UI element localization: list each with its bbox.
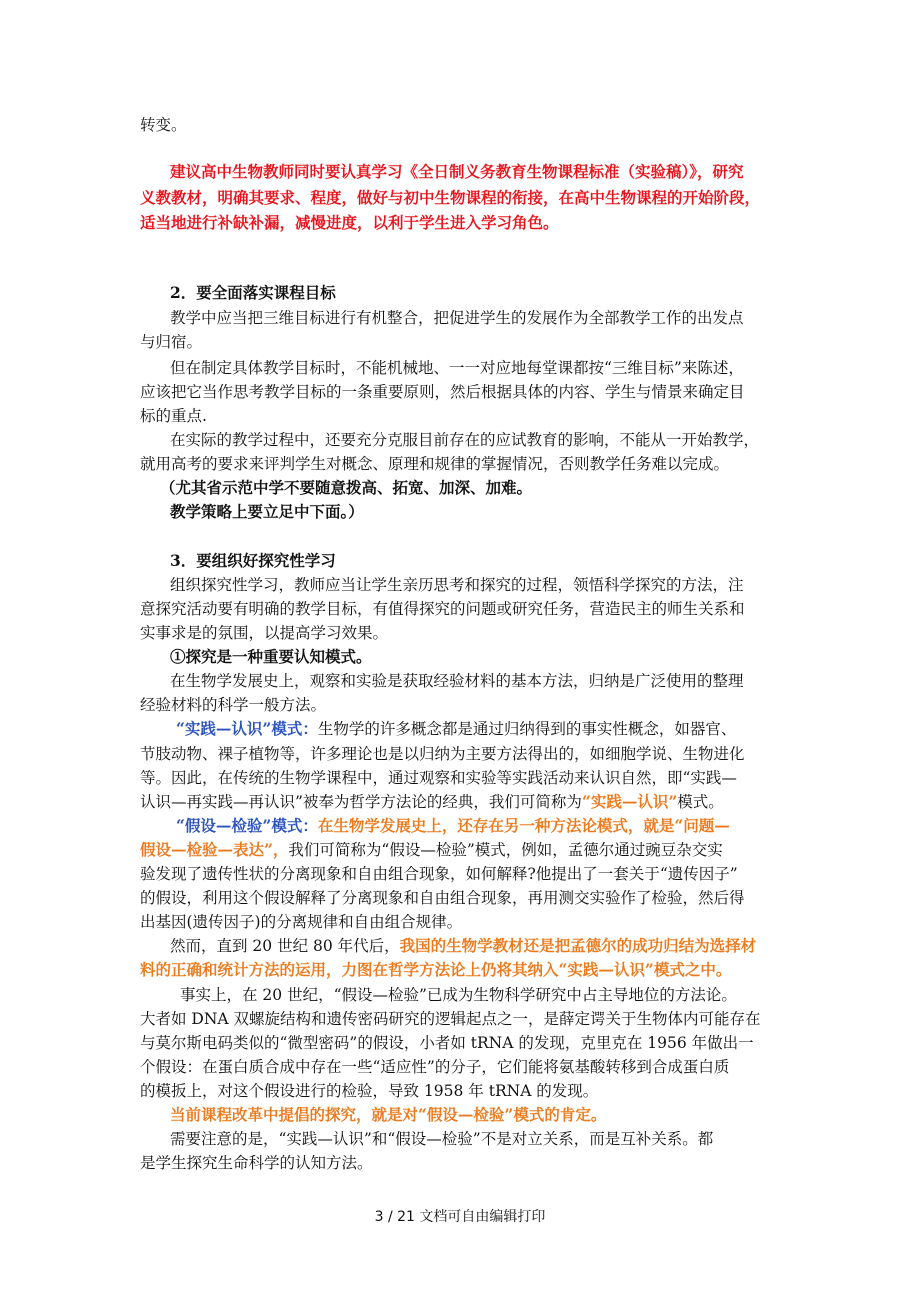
text-line: 实事求是的氛围，以提高学习效果。 — [140, 624, 389, 642]
text-line: 意探究活动要有明确的教学目标，有值得探究的问题或研究任务，营造民主的师生关系和 — [140, 600, 745, 618]
text-line — [170, 935, 756, 957]
text-span: 生物学的许多概念都是通过归纳得到的事实性概念，如器官、 — [317, 720, 737, 738]
text-line: 节肢动物、裸子植物等，许多理论也是以归纳为主要方法得出的，如细胞学说、生物进化 — [140, 745, 745, 763]
text-line: 在生物学发展史上，观察和实验是获取经验材料的基本方法，归纳是广泛使用的整理 — [170, 672, 744, 690]
subheading: ①探究是一种重要认知模式。 — [170, 647, 372, 666]
text-line — [140, 791, 724, 813]
text-line: 是学生探究生命科学的认知方法。 — [140, 1154, 373, 1172]
hypothesis-test-label: “假设—检验”模式： — [176, 816, 318, 835]
text-span: 认识—再实践—再认识”被奉为哲学方法论的经典，我们可简称为 — [140, 793, 582, 811]
text-span: 然而，直到 20 世纪 80 年代后， — [170, 937, 400, 955]
text-line: 应该把它当作思考教学目标的一条重要原则，然后根据具体的内容、学生与情景来确定目 — [140, 383, 745, 401]
text-line: 需要注意的是，“实践—认识”和“假设—检验”不是对立关系，而是互补关系。都 — [170, 1130, 714, 1148]
text-line: 教学中应当把三维目标进行有机整合，把促进学生的发展作为全部教学工作的出发点 — [170, 309, 744, 327]
section-heading: 3．要组织好探究性学习 — [170, 551, 336, 570]
note-line: 教学策略上要立足中下面。） — [170, 502, 364, 521]
text-line: 大者如 DNA 双螺旋结构和遗传密码研究的逻辑起点之一，是薛定谔关于生物体内可能存在 — [140, 1010, 761, 1028]
highlight-line: 当前课程改革中提倡的探究，就是对“假设—检验”模式的肯定。 — [170, 1105, 607, 1124]
text-line: 标的重点. — [140, 407, 207, 425]
text-line: 就用高考的要求来评判学生对概念、原理和规律的掌握情况，否则教学任务难以完成。 — [140, 455, 730, 473]
text-line: 的模扳上，对这个假设进行的检验，导致 1958 年 tRNA 的发现。 — [140, 1082, 599, 1100]
highlight-span: 在生物学发展史上，还存在另一种方法论模式，就是“问题— — [317, 816, 730, 835]
text-line — [176, 718, 736, 740]
text-line: 组织探究性学习，教师应当让学生亲历思考和探究的过程，领悟科学探究的方法，注 — [170, 576, 744, 594]
text-line: 验发现了遗传性状的分离现象和自由组合现象，如何解释?他提出了一套关于“遗传因子” — [140, 865, 738, 883]
recommendation-line: 适当地进行补缺补漏，减慢进度，以利于学生进入学习角色。 — [140, 213, 559, 232]
section-heading: 2．要全面落实课程目标 — [170, 283, 336, 302]
highlight-span: “实践—认识” — [581, 792, 678, 811]
note-line: （尤其省示范中学不要随意拨高、拓宽、加深、加难。 — [160, 478, 533, 497]
text-line: 个假设：在蛋白质合成中存在一些“适应性”的分子，它们能将氨基酸转移到合成蛋白质 — [140, 1058, 730, 1076]
recommendation-line: 义教教材，明确其要求、程度，做好与初中生物课程的衔接，在高中生物课程的开始阶段， — [140, 188, 761, 207]
highlight-line: 料的正确和统计方法的运用，力图在哲学方法论上仍将其纳入“实践—认识”模式之中。 — [140, 960, 732, 979]
text-line: 转变。 — [140, 116, 187, 134]
text-line: 的假设，利用这个假设解释了分离现象和自由组合现象，再用测交实验作了检验，然后得 — [140, 889, 745, 907]
highlight-span: 假设—检验—表达”， — [140, 840, 289, 859]
text-line: 经验材料的科学一般方法。 — [140, 696, 327, 714]
text-line: 等。因此，在传统的生物学课程中，通过观察和实验等实践活动来认识自然，即“实践— — [140, 769, 737, 787]
text-line — [140, 839, 723, 861]
text-line: 出基因(遗传因子)的分离规律和自由组合规律。 — [140, 913, 463, 931]
text-line: 与归宿。 — [140, 333, 203, 351]
highlight-span: 我国的生物学教材还是把孟德尔的成功归结为选择材 — [399, 936, 757, 955]
text-span: 我们可简称为“假设—检验”模式，例如，孟德尔通过豌豆杂交实 — [288, 841, 723, 859]
practice-cognition-label: “实践—认识”模式： — [176, 719, 318, 738]
text-line — [176, 815, 730, 837]
text-span: 模式。 — [677, 793, 724, 811]
text-line: 与莫尔斯电码类似的“微型密码”的假设，小者如 tRNA 的发现，克里克在 1956 年做出一 — [140, 1034, 754, 1052]
text-line: 但在制定具体教学目标时，不能机械地、一一对应地每堂课都按“三维目标”来陈述， — [170, 359, 744, 377]
text-line: 在实际的教学过程中，还要充分克服目前存在的应试教育的影响，不能从一开始教学， — [170, 431, 760, 449]
recommendation-line: 建议高中生物教师同时要认真学习《全日制义务教育生物课程标准（实验稿）》，研究 — [170, 162, 744, 181]
page-footer: 3 / 21 文档可自由编辑打印 — [374, 1209, 546, 1225]
text-line: 事实上，在 20 世纪，“假设—检验”已成为生物科学研究中占主导地位的方法论。 — [180, 986, 737, 1004]
